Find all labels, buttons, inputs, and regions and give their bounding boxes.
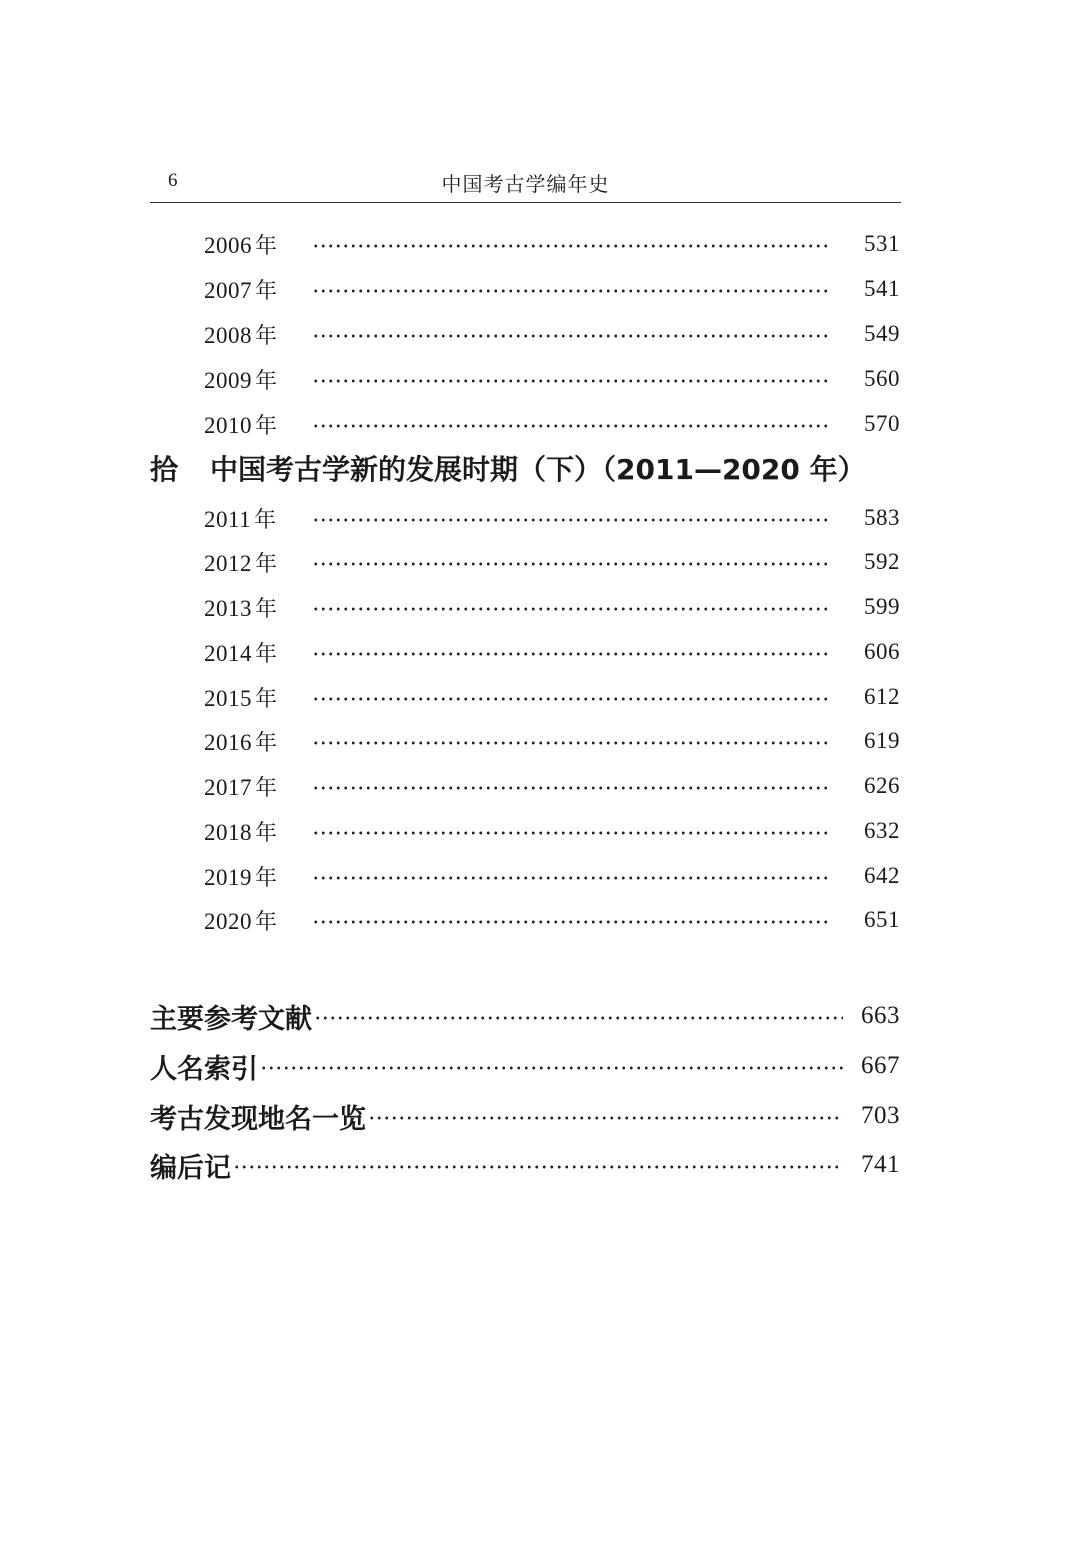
toc-entry-2009[interactable] <box>204 362 900 396</box>
dot-leader <box>368 1114 843 1122</box>
part-number: 拾 <box>150 453 179 486</box>
toc-entry-year: 2019 年 <box>204 864 278 891</box>
toc-entry-page: 541 <box>864 276 900 301</box>
dot-leader <box>312 287 832 295</box>
dot-leader <box>312 516 832 524</box>
running-header <box>150 162 901 203</box>
toc-entry-page: 531 <box>864 231 900 256</box>
dot-leader <box>312 918 832 926</box>
toc-entry-label: 考古发现地名一览 <box>150 1103 366 1135</box>
toc-entry-2020[interactable] <box>204 903 900 937</box>
dot-leader <box>312 784 832 792</box>
toc-entry-page: 703 <box>861 1102 900 1129</box>
toc-entry-2011[interactable] <box>204 501 900 535</box>
toc-entry-page: 741 <box>861 1151 900 1178</box>
toc-entry-year: 2006 年 <box>204 232 278 259</box>
toc-entry-page: 651 <box>864 907 900 932</box>
toc-entry-year: 2018 年 <box>204 819 278 846</box>
dot-leader <box>312 605 832 613</box>
dot-leader <box>260 1064 843 1072</box>
dot-leader <box>312 242 832 250</box>
part-title: 中国考古学新的发展时期（下）（2011—2020 年） <box>210 453 866 486</box>
toc-entry-2016[interactable] <box>204 724 900 758</box>
toc-entry-page: 612 <box>864 684 900 709</box>
toc-entry-page: 642 <box>864 863 900 888</box>
toc-entry-2013[interactable] <box>204 590 900 624</box>
dot-leader <box>312 332 832 340</box>
dot-leader <box>312 739 832 747</box>
toc-entry-label: 人名索引 <box>150 1053 258 1085</box>
toc-entry-year: 2007 年 <box>204 277 278 304</box>
toc-entry-year: 2015 年 <box>204 685 278 712</box>
toc-entry-label: 主要参考文献 <box>150 1003 312 1035</box>
toc-entry-site-list[interactable] <box>150 1094 900 1138</box>
toc-entry-2017[interactable] <box>204 769 900 803</box>
dot-leader <box>233 1163 843 1171</box>
dot-leader <box>312 650 832 658</box>
toc-entry-page: 549 <box>864 321 900 346</box>
toc-entry-year: 2011 年 <box>204 506 277 533</box>
part-heading[interactable] <box>150 446 866 490</box>
toc-entry-year: 2009 年 <box>204 367 278 394</box>
toc-entry-year: 2020 年 <box>204 908 278 935</box>
dot-leader <box>312 874 832 882</box>
toc-entry-2008[interactable] <box>204 317 900 351</box>
toc-entry-2007[interactable] <box>204 272 900 306</box>
toc-entry-year: 2012 年 <box>204 550 278 577</box>
toc-entry-page: 626 <box>864 773 900 798</box>
toc-entry-page: 632 <box>864 818 900 843</box>
toc-entry-year: 2008 年 <box>204 322 278 349</box>
dot-leader <box>312 829 832 837</box>
dot-leader <box>312 377 832 385</box>
toc-entry-page: 619 <box>864 728 900 753</box>
dot-leader <box>314 1014 843 1022</box>
toc-entry-page: 583 <box>864 505 900 530</box>
toc-entry-name-index[interactable] <box>150 1044 900 1088</box>
toc-entry-page: 570 <box>864 411 900 436</box>
toc-entry-page: 592 <box>864 549 900 574</box>
toc-entry-year: 2014 年 <box>204 640 278 667</box>
toc-entry-2018[interactable] <box>204 814 900 848</box>
toc-entry-page: 599 <box>864 594 900 619</box>
toc-entry-year: 2017 年 <box>204 774 278 801</box>
toc-entry-2012[interactable] <box>204 545 900 579</box>
toc-entry-year: 2013 年 <box>204 595 278 622</box>
toc-entry-2014[interactable] <box>204 635 900 669</box>
toc-entry-page: 560 <box>864 366 900 391</box>
book-title: 中国考古学编年史 <box>441 172 610 196</box>
dot-leader <box>312 695 832 703</box>
dot-leader <box>312 560 832 568</box>
toc-entry-afterword[interactable] <box>150 1143 900 1187</box>
toc-entry-2015[interactable] <box>204 680 900 714</box>
toc-entry-references[interactable] <box>150 994 900 1038</box>
toc-entry-year: 2016 年 <box>204 729 278 756</box>
toc-entry-year: 2010 年 <box>204 412 278 439</box>
toc-entry-page: 606 <box>864 639 900 664</box>
toc-entry-label: 编后记 <box>150 1152 231 1184</box>
toc-entry-2010[interactable] <box>204 407 900 441</box>
toc-entry-2006[interactable] <box>204 227 900 261</box>
toc-entry-page: 663 <box>861 1002 900 1029</box>
page-number: 6 <box>168 170 178 191</box>
dot-leader <box>312 422 832 430</box>
toc-entry-2019[interactable] <box>204 859 900 893</box>
toc-entry-page: 667 <box>861 1052 900 1079</box>
